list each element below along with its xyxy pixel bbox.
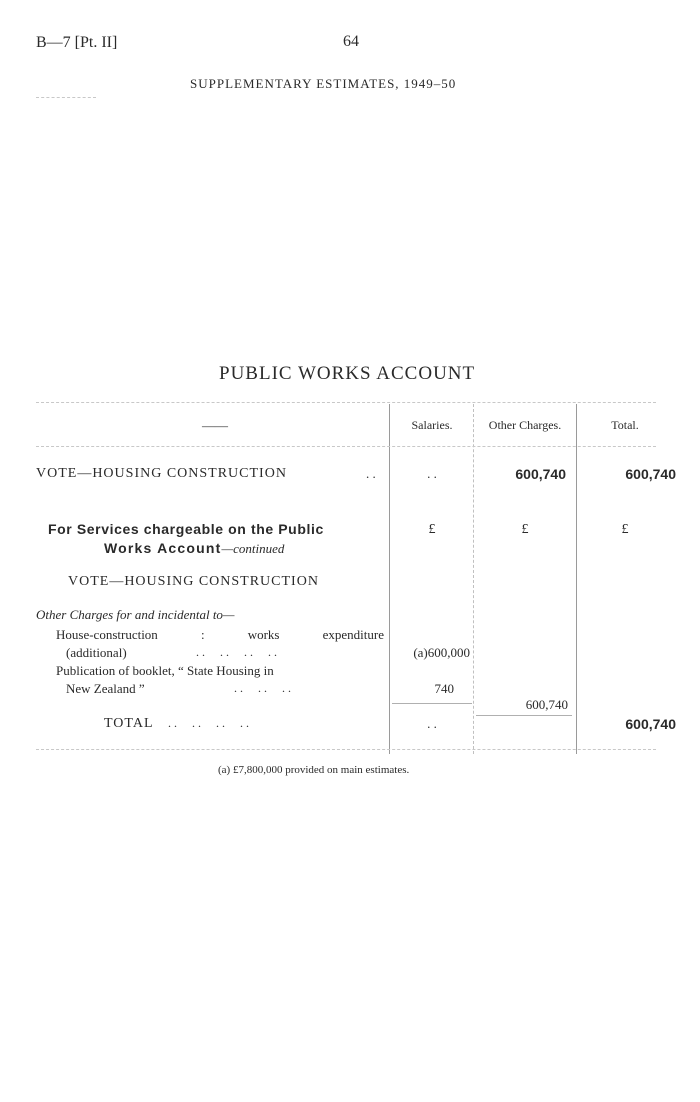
column-divider-2 <box>473 404 474 754</box>
total-row-total: 600,740 <box>625 716 676 732</box>
document-reference: B—7 [Pt. II] <box>36 34 118 51</box>
item-house-construction-line1: House-construction : works expenditure <box>56 627 384 642</box>
other-charges-currency: £ <box>521 522 529 537</box>
vote-subheading: VOTE—HOUSING CONSTRUCTION <box>68 574 319 589</box>
salaries-column-header: Salaries. <box>411 418 453 432</box>
total-row-label: TOTAL <box>104 716 154 731</box>
item-booklet-salaries: 740 <box>434 681 454 696</box>
summary-row-total: 600,740 <box>625 466 676 482</box>
services-heading-line2 <box>104 540 284 557</box>
total-column-header: Total. <box>611 418 639 432</box>
section-title: PUBLIC WORKS ACCOUNT <box>219 363 476 384</box>
table-bottom-rule <box>36 749 656 750</box>
services-heading-bold-text: Works Account <box>104 540 222 556</box>
item-house-construction-salaries: (a)600,000 <box>413 645 470 660</box>
column-divider-1 <box>389 404 390 754</box>
item-booklet-line2: New Zealand ” <box>66 681 145 696</box>
summary-row-salaries: . . <box>427 466 437 481</box>
salaries-currency: £ <box>428 522 436 537</box>
column-divider-3 <box>576 404 577 754</box>
footnote: (a) £7,800,000 provided on main estimates. <box>218 764 410 776</box>
item-booklet-leader: . . . . . . <box>234 681 291 695</box>
services-heading-line1: For Services chargeable on the Public <box>48 521 324 537</box>
other-charges-subtotal: 600,740 <box>525 697 568 712</box>
item-booklet-line1: Publication of booklet, “ State Housing in <box>56 663 274 678</box>
running-title: SUPPLEMENTARY ESTIMATES, 1949–50 <box>190 76 457 91</box>
services-heading-continued: —continued <box>221 541 285 556</box>
header-bottom-rule <box>36 446 656 447</box>
description-column-header: —— <box>202 418 228 433</box>
other-charges-column-header: Other Charges. <box>488 418 562 432</box>
other-charges-heading: Other Charges for and incidental to— <box>36 607 235 622</box>
summary-row-leader: . . <box>366 466 376 481</box>
item-house-construction-leader: . . . . . . . . <box>196 645 277 659</box>
total-row-leader: . . . . . . . . <box>168 716 249 730</box>
header-rule <box>36 97 96 98</box>
total-currency: £ <box>621 522 629 537</box>
item-house-construction-line2: (additional) <box>66 645 127 660</box>
salaries-subtotal-rule <box>392 703 472 704</box>
page-number: 64 <box>343 33 359 50</box>
summary-row-other-charges: 600,740 <box>515 466 566 482</box>
total-row-salaries: . . <box>427 716 437 731</box>
summary-row-label: VOTE—HOUSING CONSTRUCTION <box>36 466 287 481</box>
table-top-rule <box>36 402 656 403</box>
other-charges-subtotal-rule <box>476 715 572 716</box>
